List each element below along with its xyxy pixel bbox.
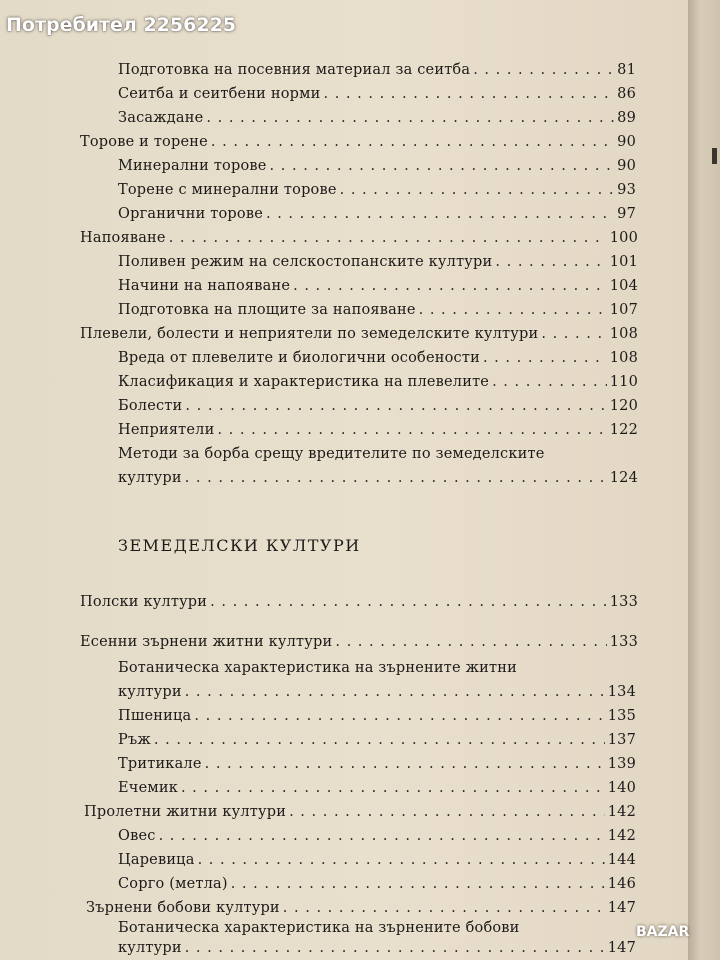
leader-dots <box>169 230 607 246</box>
toc-entry-title: култури <box>118 940 182 956</box>
toc-entry <box>118 684 636 700</box>
toc-entry-title: Поливен режим на селскостопанските култури <box>118 254 493 270</box>
leader-dots <box>266 206 614 222</box>
toc-entry-page: 90 <box>617 158 636 174</box>
leader-dots <box>194 708 604 724</box>
toc-entry-title: Неприятели <box>118 422 215 438</box>
toc-entry <box>118 302 638 318</box>
toc-entry-title: Плевели, болести и неприятели по земеделските култури <box>80 326 539 342</box>
toc-entry-title: Подготовка на посевния материал за сеитба <box>118 62 471 78</box>
toc-entry-title-line1: Ботаническа характеристика на зърнените житни <box>118 660 517 676</box>
toc-entry-page: 93 <box>617 182 636 198</box>
toc-entry-page: 133 <box>609 634 638 650</box>
leader-dots <box>185 398 606 414</box>
toc-entry <box>118 756 636 772</box>
leader-dots <box>473 62 614 78</box>
leader-dots <box>340 182 615 198</box>
toc-entry-title-line1: Методи за борба срещу вредителите по земеделските <box>118 446 545 462</box>
toc-entry <box>80 134 636 150</box>
leader-dots <box>419 302 607 318</box>
toc-entry <box>118 86 636 102</box>
leader-dots <box>210 594 607 610</box>
user-watermark: Потребител 2256225 <box>6 14 237 36</box>
toc-entry <box>118 206 636 222</box>
toc-entry <box>118 852 636 868</box>
leader-dots <box>185 940 605 956</box>
leader-dots <box>483 350 607 366</box>
toc-entry-title: Подготовка на площите за напояване <box>118 302 416 318</box>
toc-entry-page: 100 <box>609 230 638 246</box>
leader-dots <box>541 326 606 342</box>
toc-entry-page: 124 <box>609 470 638 486</box>
toc-entry-page: 142 <box>607 804 636 820</box>
toc-entry-title: Пролетни житни култури <box>84 804 287 820</box>
toc-entry <box>118 278 638 294</box>
toc-entry <box>118 708 636 724</box>
toc-entry-page: 108 <box>609 350 638 366</box>
toc-entry-title: Вреда от плевелите и биологични особености <box>118 350 480 366</box>
toc-entry-title: култури <box>118 684 182 700</box>
toc-entry <box>118 254 638 270</box>
toc-entry-page: 135 <box>607 708 636 724</box>
toc-entry <box>118 732 636 748</box>
leader-dots <box>231 876 605 892</box>
toc-entry-title: Класификация и характеристика на плевелите <box>118 374 490 390</box>
leader-dots <box>205 756 605 772</box>
toc-entry-page: 86 <box>617 86 636 102</box>
toc-entry-title: Минерални торове <box>118 158 267 174</box>
leader-dots <box>335 634 606 650</box>
toc-entry <box>118 422 638 438</box>
toc-entry <box>118 470 638 486</box>
toc-entry <box>118 876 636 892</box>
site-logo: BAZAR <box>636 924 690 940</box>
toc-entry-page: 147 <box>607 940 636 956</box>
toc-entry-page: 144 <box>607 852 636 868</box>
toc-entry <box>118 940 636 956</box>
toc-entry <box>118 828 636 844</box>
section-heading: ЗЕМЕДЕЛСКИ КУЛТУРИ <box>118 536 361 555</box>
toc-entry-page: 139 <box>607 756 636 772</box>
toc-entry <box>118 62 636 78</box>
leader-dots <box>185 470 607 486</box>
toc-entry-page: 107 <box>609 302 638 318</box>
toc-entry-title: Сеитба и сеитбени норми <box>118 86 321 102</box>
leader-dots <box>283 900 605 916</box>
toc-entry-page: 90 <box>617 134 636 150</box>
toc-entry <box>80 634 638 650</box>
leader-dots <box>289 804 605 820</box>
toc-entry <box>80 230 638 246</box>
toc-entry-title: култури <box>118 470 182 486</box>
toc-entry-page: 147 <box>607 900 636 916</box>
leader-dots <box>293 278 607 294</box>
toc-entry-page: 81 <box>617 62 636 78</box>
leader-dots <box>211 134 614 150</box>
toc-entry-page: 134 <box>607 684 636 700</box>
toc-entry-page: 137 <box>607 732 636 748</box>
toc-entry-page: 89 <box>617 110 636 126</box>
toc-entry-title: Торене с минерални торове <box>118 182 337 198</box>
toc-entry-page: 140 <box>607 780 636 796</box>
toc-entry-page: 108 <box>609 326 638 342</box>
leader-dots <box>154 732 605 748</box>
toc-entry-page: 146 <box>607 876 636 892</box>
toc-entry-page: 120 <box>609 398 638 414</box>
toc-entry-page: 142 <box>607 828 636 844</box>
leader-dots <box>185 684 605 700</box>
toc-entry-title: Торове и торене <box>80 134 208 150</box>
leader-dots <box>198 852 605 868</box>
toc-entry <box>80 326 638 342</box>
leader-dots <box>323 86 614 102</box>
toc-entry-title: Тритикале <box>118 756 202 772</box>
next-page-text-fragment <box>712 148 717 164</box>
toc-entry-title: Зърнени бобови култури <box>86 900 280 916</box>
leader-dots <box>492 374 607 390</box>
toc-entry-title: Засаждане <box>118 110 204 126</box>
leader-dots <box>270 158 615 174</box>
leader-dots <box>217 422 606 438</box>
toc-entry-page: 101 <box>609 254 638 270</box>
leader-dots <box>206 110 614 126</box>
toc-entry-page: 104 <box>609 278 638 294</box>
toc-entry-page: 122 <box>609 422 638 438</box>
toc-entry-title: Царевица <box>118 852 195 868</box>
toc-entry <box>118 350 638 366</box>
toc-entry-title: Полски култури <box>80 594 208 610</box>
toc-entry-title: Пшеница <box>118 708 192 724</box>
toc-entry-title: Овес <box>118 828 156 844</box>
toc-entry-title: Органични торове <box>118 206 263 222</box>
toc-entry <box>80 594 638 610</box>
toc-entry-page: 133 <box>609 594 638 610</box>
toc-entry-title: Напояване <box>80 230 166 246</box>
leader-dots <box>159 828 605 844</box>
next-page-edge <box>688 0 720 960</box>
toc-entry <box>118 374 638 390</box>
toc-entry <box>86 900 636 916</box>
toc-entry-title: Ечемик <box>118 780 178 796</box>
toc-entry-title: Болести <box>118 398 183 414</box>
toc-entry <box>118 780 636 796</box>
toc-entry-page: 97 <box>617 206 636 222</box>
toc-entry <box>118 110 636 126</box>
leader-dots <box>181 780 605 796</box>
toc-entry <box>118 158 636 174</box>
toc-entry-title-line1: Ботаническа характеристика на зърнените бобови <box>118 920 520 936</box>
toc-entry <box>118 398 638 414</box>
toc-entry <box>84 804 636 820</box>
toc-entry-title: Начини на напояване <box>118 278 291 294</box>
toc-entry-title: Есенни зърнени житни култури <box>80 634 333 650</box>
toc-entry-title: Сорго (метла) <box>118 876 228 892</box>
toc-entry-title: Ръж <box>118 732 151 748</box>
toc-entry <box>118 182 636 198</box>
toc-entry-page: 110 <box>609 374 638 390</box>
leader-dots <box>495 254 606 270</box>
